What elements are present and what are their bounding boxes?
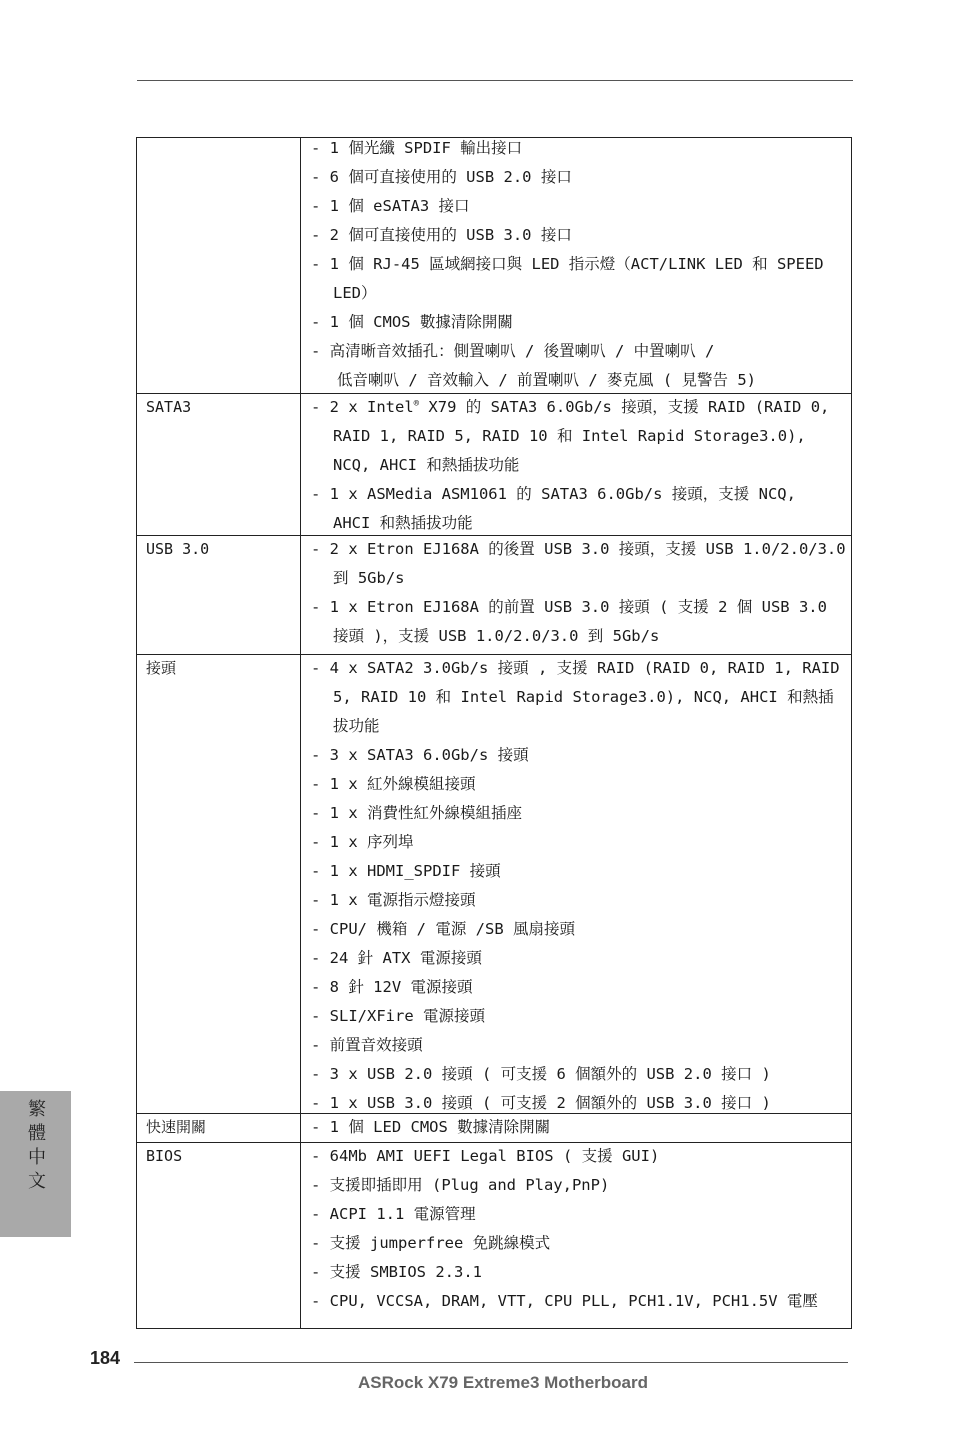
header-rule [137, 80, 853, 81]
spec-line: - 支援即插即用 (Plug and Play,PnP) [311, 1176, 610, 1194]
column-divider [300, 138, 301, 1328]
spec-line: - 1 x 紅外線模組接頭 [311, 775, 476, 793]
spec-line: - SLI/XFire 電源接頭 [311, 1007, 485, 1025]
registered-mark: ® [413, 398, 420, 409]
language-side-tab [0, 1091, 71, 1237]
spec-label: SATA3 [146, 398, 192, 416]
spec-line: - 1 x ASMedia ASM1061 的 SATA3 6.0Gb/s 接頭，支援 NCQ, [311, 485, 796, 503]
spec-line: - 支援 jumperfree 免跳線模式 [311, 1234, 551, 1252]
spec-line: - 1 個 eSATA3 接口 [311, 197, 470, 215]
spec-line: - 1 個 RJ-45 區域網接口與 LED 指示燈（ACT/LINK LED 和 SPEED [311, 255, 824, 273]
spec-line: 5, RAID 10 和 Intel Rapid Storage3.0), NCQ, AHCI 和熱插 [333, 688, 834, 706]
spec-line: - CPU/ 機箱 / 電源 /SB 風扇接頭 [311, 920, 575, 938]
spec-label: USB 3.0 [146, 540, 210, 558]
spec-line: - 1 個 CMOS 數據清除開關 [311, 313, 513, 331]
footer-rule [134, 1362, 848, 1363]
spec-line-part: X79 的 SATA3 6.0Gb/s 接頭，支援 RAID (RAID 0, [419, 398, 830, 416]
spec-values [311, 134, 851, 395]
spec-line: 拔功能 [333, 717, 380, 735]
spec-line: - 1 x 消費性紅外線模組插座 [311, 804, 522, 822]
spec-values [311, 654, 851, 1118]
spec-line [311, 393, 851, 422]
spec-line: 到 5Gb/s [333, 569, 405, 587]
spec-line: - 8 針 12V 電源接頭 [311, 978, 473, 996]
spec-line: - 1 個光纖 SPDIF 輸出接口 [311, 139, 523, 157]
spec-line: - 高清晰音效插孔：側置喇叭 / 後置喇叭 / 中置喇叭 / [311, 342, 715, 360]
spec-line: - CPU, VCCSA, DRAM, VTT, CPU PLL, PCH1.1V, PCH1.5V 電壓 [311, 1292, 818, 1310]
spec-line: - ACPI 1.1 電源管理 [311, 1205, 476, 1223]
spec-values [311, 1113, 851, 1142]
spec-line: - 6 個可直接使用的 USB 2.0 接口 [311, 168, 572, 186]
spec-line: LED） [333, 284, 377, 302]
spec-values [311, 393, 851, 538]
spec-line: NCQ, AHCI 和熱插拔功能 [333, 456, 520, 474]
spec-label: 接頭 [146, 659, 177, 677]
spec-line: AHCI 和熱插拔功能 [333, 514, 473, 532]
spec-line: - 2 個可直接使用的 USB 3.0 接口 [311, 226, 572, 244]
spec-line: - 4 x SATA2 3.0Gb/s 接頭 , 支援 RAID (RAID 0, RAID 1, RAID [311, 659, 840, 677]
spec-line: - 支援 SMBIOS 2.3.1 [311, 1263, 482, 1281]
spec-line: - 前置音效接頭 [311, 1036, 423, 1054]
language-label: 繁體中文 [25, 1099, 46, 1195]
spec-line: 低音喇叭 / 音效輸入 / 前置喇叭 / 麥克風 ( 見警告 5) [337, 371, 756, 389]
spec-label: BIOS [146, 1147, 183, 1165]
spec-line: - 24 針 ATX 電源接頭 [311, 949, 482, 967]
spec-values [311, 1142, 851, 1316]
spec-line: - 1 x 電源指示燈接頭 [311, 891, 476, 909]
page-number: 184 [90, 1348, 121, 1368]
spec-line: 接頭 )，支援 USB 1.0/2.0/3.0 到 5Gb/s [333, 627, 660, 645]
spec-line: - 2 x Etron EJ168A 的後置 USB 3.0 接頭，支援 USB 1.0/2.0/3.0 [311, 540, 846, 558]
spec-line: - 1 個 LED CMOS 數據清除開關 [311, 1118, 551, 1136]
spec-line-part: - 2 x Intel [311, 398, 414, 416]
spec-line: - 1 x HDMI_SPDIF 接頭 [311, 862, 501, 880]
spec-table [136, 137, 852, 1329]
spec-values [311, 535, 851, 651]
spec-line: - 1 x 序列埠 [311, 833, 414, 851]
footer-title: ASRock X79 Extreme3 Motherboard [357, 1373, 649, 1392]
spec-line: - 1 x Etron EJ168A 的前置 USB 3.0 接頭 ( 支援 2 個 USB 3.0 [311, 598, 827, 616]
spec-line: - 64Mb AMI UEFI Legal BIOS ( 支援 GUI) [311, 1147, 660, 1165]
spec-line: - 3 x SATA3 6.0Gb/s 接頭 [311, 746, 529, 764]
spec-line: - 1 x USB 3.0 接頭 ( 可支援 2 個額外的 USB 3.0 接口 ) [311, 1094, 771, 1112]
spec-label: 快速開關 [146, 1118, 207, 1136]
spec-line: - 3 x USB 2.0 接頭 ( 可支援 6 個額外的 USB 2.0 接口 ) [311, 1065, 771, 1083]
spec-line: RAID 1, RAID 5, RAID 10 和 Intel Rapid Storage3.0), [333, 427, 806, 445]
